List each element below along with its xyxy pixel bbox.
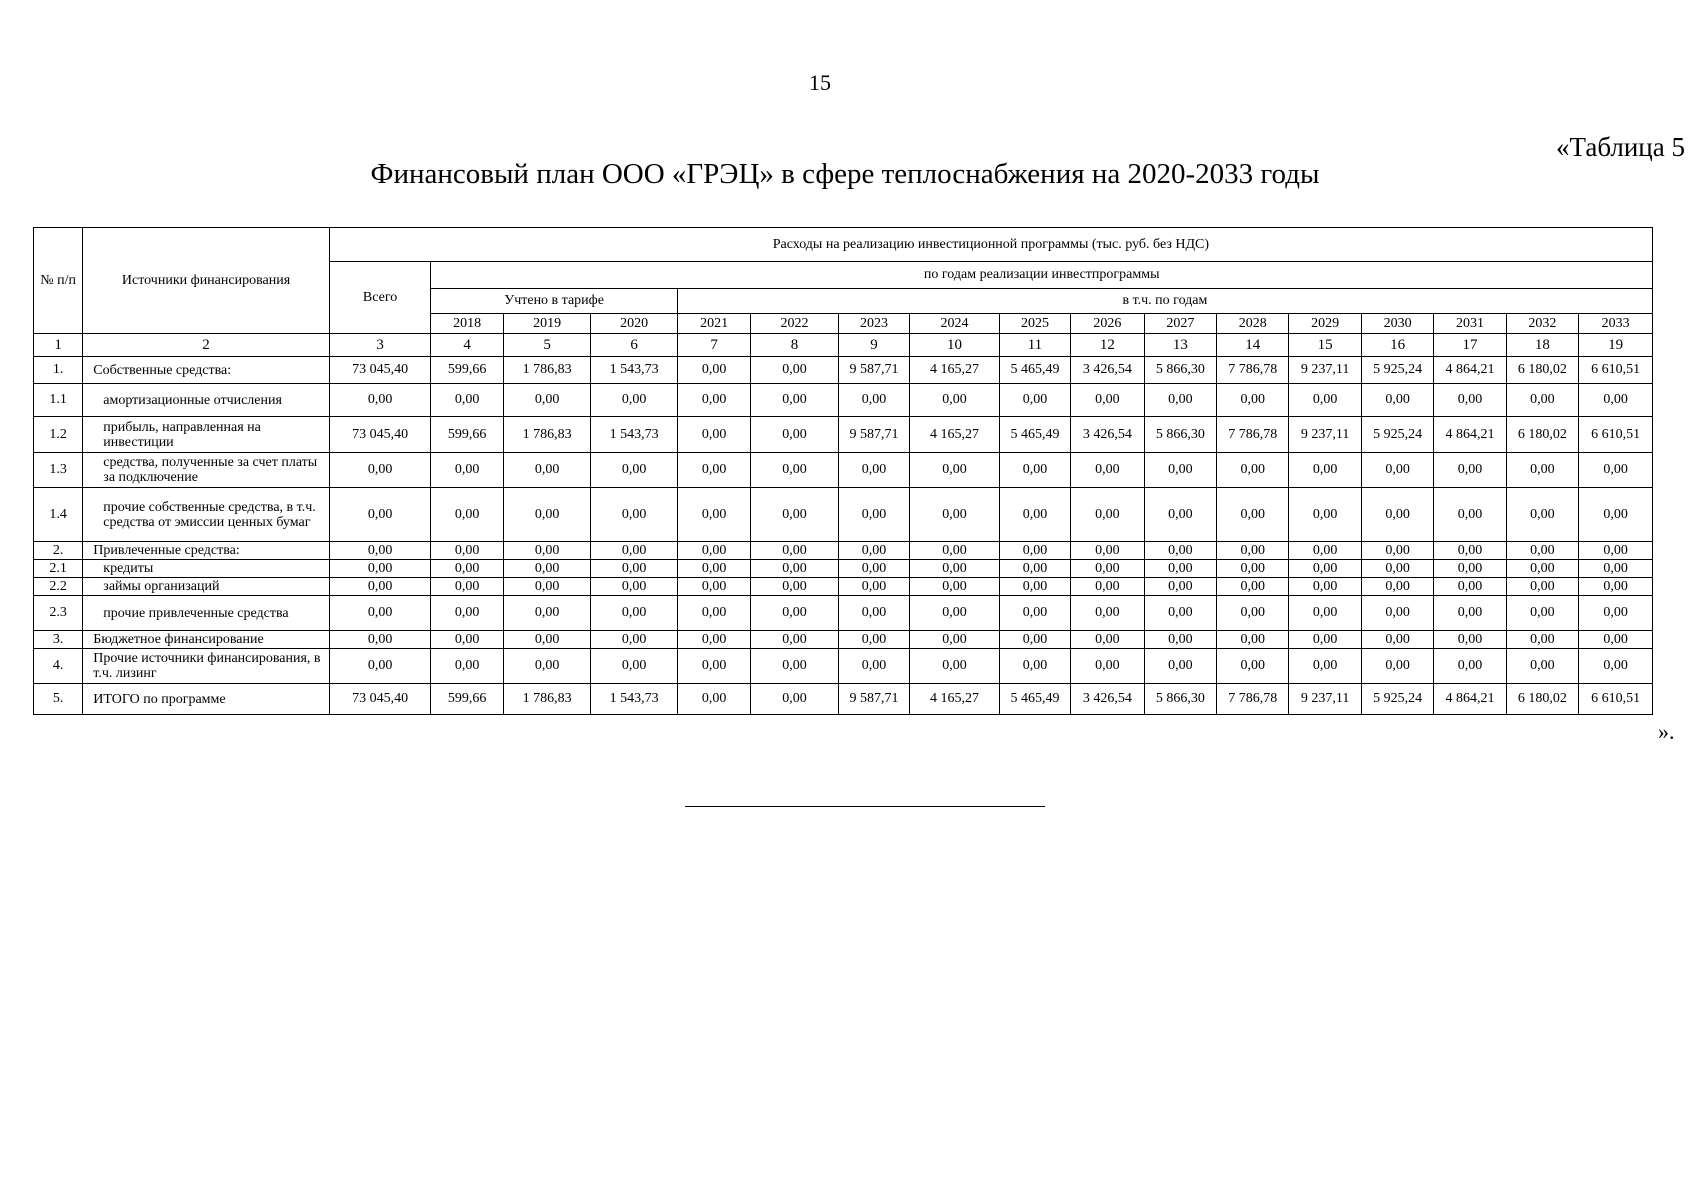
column-number: 1: [34, 334, 83, 357]
row-year-value: 0,00: [1144, 631, 1216, 649]
row-year-value: 3 426,54: [1071, 684, 1144, 715]
row-year-value: 0,00: [1434, 453, 1506, 488]
row-year-value: 0,00: [1506, 488, 1578, 542]
row-year-value: 0,00: [677, 542, 750, 560]
row-year-value: 0,00: [1144, 488, 1216, 542]
row-year-value: 0,00: [1217, 453, 1289, 488]
row-year-value: 0,00: [591, 542, 678, 560]
row-number: 1.1: [34, 384, 83, 417]
row-year-value: 0,00: [1579, 649, 1653, 684]
row-year-value: 0,00: [431, 578, 503, 596]
row-year-value: 6 180,02: [1506, 684, 1578, 715]
column-number: 7: [677, 334, 750, 357]
row-year-value: 0,00: [910, 596, 1000, 631]
row-year-value: 0,00: [677, 631, 750, 649]
row-year-value: 0,00: [751, 488, 839, 542]
row-year-value: 0,00: [1071, 560, 1144, 578]
row-year-value: 0,00: [999, 453, 1070, 488]
row-year-value: 0,00: [910, 631, 1000, 649]
row-year-value: 0,00: [1289, 453, 1361, 488]
row-year-value: 0,00: [1434, 578, 1506, 596]
row-year-value: 0,00: [1217, 384, 1289, 417]
header-year: 2027: [1144, 314, 1216, 334]
row-number: 1.4: [34, 488, 83, 542]
row-year-value: 0,00: [1434, 631, 1506, 649]
row-year-value: 0,00: [1579, 542, 1653, 560]
row-year-value: 0,00: [1361, 384, 1433, 417]
row-year-value: 0,00: [1579, 488, 1653, 542]
row-year-value: 0,00: [431, 384, 503, 417]
row-year-value: 0,00: [503, 542, 591, 560]
row-year-value: 0,00: [431, 542, 503, 560]
row-year-value: 0,00: [677, 453, 750, 488]
header-in-tariff: Учтено в тарифе: [431, 289, 677, 314]
row-year-value: 0,00: [910, 542, 1000, 560]
column-number: 5: [503, 334, 591, 357]
row-year-value: 0,00: [1289, 542, 1361, 560]
row-year-value: 0,00: [1434, 596, 1506, 631]
row-year-value: 0,00: [1434, 542, 1506, 560]
row-year-value: 0,00: [1434, 649, 1506, 684]
row-year-value: 0,00: [751, 596, 839, 631]
row-year-value: 599,66: [431, 357, 503, 384]
row-year-value: 0,00: [838, 542, 909, 560]
header-year: 2026: [1071, 314, 1144, 334]
header-year: 2022: [751, 314, 839, 334]
column-number: 4: [431, 334, 503, 357]
row-year-value: 5 925,24: [1361, 417, 1433, 453]
row-source-name: кредиты: [83, 560, 329, 578]
column-number: 6: [591, 334, 678, 357]
row-year-value: 0,00: [1579, 631, 1653, 649]
row-source-name: Прочие источники финансирования, в т.ч. лизинг: [83, 649, 329, 684]
row-year-value: 6 180,02: [1506, 357, 1578, 384]
row-year-value: 4 864,21: [1434, 684, 1506, 715]
row-year-value: 9 587,71: [838, 357, 909, 384]
row-year-value: 0,00: [503, 578, 591, 596]
row-total: 0,00: [329, 488, 431, 542]
row-year-value: 0,00: [677, 357, 750, 384]
row-year-value: 0,00: [1361, 488, 1433, 542]
row-year-value: 0,00: [751, 384, 839, 417]
row-year-value: 0,00: [503, 649, 591, 684]
row-year-value: 0,00: [910, 560, 1000, 578]
row-year-value: 0,00: [677, 596, 750, 631]
row-year-value: 0,00: [1071, 596, 1144, 631]
header-num: № п/п: [34, 228, 83, 334]
header-expenses: Расходы на реализацию инвестиционной программы (тыс. руб. без НДС): [329, 228, 1652, 262]
row-total: 0,00: [329, 384, 431, 417]
row-year-value: 0,00: [1144, 453, 1216, 488]
header-source: Источники финансирования: [83, 228, 329, 334]
column-number: 16: [1361, 334, 1433, 357]
row-year-value: 0,00: [1289, 649, 1361, 684]
row-year-value: 0,00: [1361, 560, 1433, 578]
column-number: 15: [1289, 334, 1361, 357]
row-source-name: прочие привлеченные средства: [83, 596, 329, 631]
row-year-value: 0,00: [1071, 488, 1144, 542]
row-year-value: 1 543,73: [591, 417, 678, 453]
row-year-value: 0,00: [1217, 649, 1289, 684]
row-year-value: 0,00: [1434, 560, 1506, 578]
row-source-name: средства, полученные за счет платы за подключение: [83, 453, 329, 488]
row-year-value: 0,00: [431, 631, 503, 649]
row-total: 0,00: [329, 578, 431, 596]
row-year-value: 0,00: [591, 631, 678, 649]
table-row: [34, 560, 1653, 578]
row-year-value: 0,00: [1071, 649, 1144, 684]
row-total: 0,00: [329, 453, 431, 488]
row-year-value: 6 610,51: [1579, 357, 1653, 384]
row-year-value: 0,00: [838, 453, 909, 488]
row-year-value: 0,00: [677, 578, 750, 596]
row-year-value: 0,00: [1579, 384, 1653, 417]
header-year: 2024: [910, 314, 1000, 334]
row-number: 2.2: [34, 578, 83, 596]
row-year-value: 0,00: [1361, 542, 1433, 560]
table-row: [34, 631, 1653, 649]
header-year: 2019: [503, 314, 591, 334]
row-year-value: 0,00: [1289, 384, 1361, 417]
financial-plan-table: [33, 227, 1653, 715]
column-number: 19: [1579, 334, 1653, 357]
row-year-value: 0,00: [1506, 596, 1578, 631]
row-year-value: 1 543,73: [591, 684, 678, 715]
row-year-value: 0,00: [677, 684, 750, 715]
row-year-value: 0,00: [838, 649, 909, 684]
row-year-value: 0,00: [1506, 578, 1578, 596]
column-number: 9: [838, 334, 909, 357]
row-year-value: 0,00: [503, 384, 591, 417]
row-year-value: 0,00: [1289, 560, 1361, 578]
header-year: 2020: [591, 314, 678, 334]
row-year-value: 0,00: [999, 596, 1070, 631]
row-year-value: 0,00: [677, 560, 750, 578]
row-year-value: 0,00: [751, 578, 839, 596]
row-year-value: 6 610,51: [1579, 417, 1653, 453]
row-year-value: 9 237,11: [1289, 684, 1361, 715]
row-total: 0,00: [329, 631, 431, 649]
row-year-value: 0,00: [503, 488, 591, 542]
row-year-value: 0,00: [838, 384, 909, 417]
row-year-value: 4 864,21: [1434, 357, 1506, 384]
row-year-value: 5 866,30: [1144, 417, 1216, 453]
row-year-value: 0,00: [1071, 453, 1144, 488]
row-year-value: 3 426,54: [1071, 417, 1144, 453]
row-year-value: 3 426,54: [1071, 357, 1144, 384]
row-year-value: 1 786,83: [503, 357, 591, 384]
row-year-value: 9 587,71: [838, 684, 909, 715]
row-year-value: 0,00: [1071, 542, 1144, 560]
column-number: 3: [329, 334, 431, 357]
row-year-value: 0,00: [431, 596, 503, 631]
table-row: [34, 684, 1653, 715]
row-year-value: 0,00: [1361, 649, 1433, 684]
row-year-value: 0,00: [999, 649, 1070, 684]
row-year-value: 0,00: [1289, 596, 1361, 631]
row-number: 1.3: [34, 453, 83, 488]
row-year-value: 0,00: [751, 560, 839, 578]
row-year-value: 0,00: [1217, 596, 1289, 631]
header-year: 2025: [999, 314, 1070, 334]
row-year-value: 0,00: [751, 453, 839, 488]
row-year-value: 0,00: [1506, 542, 1578, 560]
row-year-value: 0,00: [1144, 578, 1216, 596]
row-source-name: прочие собственные средства, в т.ч. средства от эмиссии ценных бумаг: [83, 488, 329, 542]
row-year-value: 0,00: [1217, 488, 1289, 542]
row-year-value: 0,00: [1579, 560, 1653, 578]
row-year-value: 0,00: [591, 453, 678, 488]
row-year-value: 0,00: [503, 453, 591, 488]
header-year: 2032: [1506, 314, 1578, 334]
header-year: 2023: [838, 314, 909, 334]
row-year-value: 0,00: [591, 578, 678, 596]
row-year-value: 9 237,11: [1289, 357, 1361, 384]
row-year-value: 0,00: [1506, 384, 1578, 417]
row-year-value: 5 465,49: [999, 357, 1070, 384]
row-year-value: 7 786,78: [1217, 684, 1289, 715]
row-year-value: 0,00: [591, 649, 678, 684]
row-year-value: 9 237,11: [1289, 417, 1361, 453]
row-year-value: 599,66: [431, 417, 503, 453]
row-year-value: 0,00: [1217, 560, 1289, 578]
row-source-name: займы организаций: [83, 578, 329, 596]
row-year-value: 5 866,30: [1144, 357, 1216, 384]
row-year-value: 0,00: [1217, 542, 1289, 560]
row-year-value: 0,00: [431, 488, 503, 542]
column-number: 17: [1434, 334, 1506, 357]
row-year-value: 0,00: [1361, 631, 1433, 649]
row-source-name: Бюджетное финансирование: [83, 631, 329, 649]
row-year-value: 4 864,21: [1434, 417, 1506, 453]
row-year-value: 0,00: [591, 560, 678, 578]
table-row: [34, 453, 1653, 488]
row-year-value: 7 786,78: [1217, 417, 1289, 453]
header-year: 2031: [1434, 314, 1506, 334]
header-year: 2021: [677, 314, 750, 334]
row-year-value: 0,00: [838, 631, 909, 649]
header-year: 2030: [1361, 314, 1433, 334]
table-row: [34, 578, 1653, 596]
row-year-value: 0,00: [677, 384, 750, 417]
row-year-value: 0,00: [751, 649, 839, 684]
row-year-value: 0,00: [1506, 560, 1578, 578]
row-year-value: 0,00: [1506, 453, 1578, 488]
row-year-value: 0,00: [1579, 453, 1653, 488]
header-by-years: по годам реализации инвестпрограммы: [431, 262, 1653, 289]
row-source-name: амортизационные отчисления: [83, 384, 329, 417]
row-year-value: 5 465,49: [999, 417, 1070, 453]
row-year-value: 0,00: [1144, 649, 1216, 684]
row-source-name: Привлеченные средства:: [83, 542, 329, 560]
row-number: 2.3: [34, 596, 83, 631]
row-total: 0,00: [329, 560, 431, 578]
row-year-value: 0,00: [999, 560, 1070, 578]
row-source-name: ИТОГО по программе: [83, 684, 329, 715]
row-number: 2.1: [34, 560, 83, 578]
row-total: 73 045,40: [329, 417, 431, 453]
row-year-value: 0,00: [503, 560, 591, 578]
column-number: 14: [1217, 334, 1289, 357]
row-year-value: 0,00: [999, 631, 1070, 649]
row-year-value: 6 610,51: [1579, 684, 1653, 715]
column-number: 2: [83, 334, 329, 357]
column-number: 10: [910, 334, 1000, 357]
row-year-value: 1 786,83: [503, 417, 591, 453]
row-year-value: 0,00: [910, 578, 1000, 596]
header-total: Всего: [329, 262, 431, 334]
row-year-value: 5 925,24: [1361, 357, 1433, 384]
row-year-value: 0,00: [838, 560, 909, 578]
row-year-value: 0,00: [1361, 453, 1433, 488]
row-year-value: 0,00: [1361, 578, 1433, 596]
row-total: 73 045,40: [329, 357, 431, 384]
row-year-value: 1 786,83: [503, 684, 591, 715]
table-row: [34, 384, 1653, 417]
row-number: 2.: [34, 542, 83, 560]
row-number: 1.2: [34, 417, 83, 453]
row-year-value: 5 465,49: [999, 684, 1070, 715]
row-year-value: 599,66: [431, 684, 503, 715]
row-year-value: 0,00: [591, 384, 678, 417]
row-year-value: 0,00: [751, 684, 839, 715]
table-row: [34, 417, 1653, 453]
row-year-value: 0,00: [910, 384, 1000, 417]
document-title: Финансовый план ООО «ГРЭЦ» в сфере теплоснабжения на 2020-2033 годы: [370, 158, 1320, 190]
row-year-value: 5 866,30: [1144, 684, 1216, 715]
row-year-value: 0,00: [1361, 596, 1433, 631]
row-year-value: 5 925,24: [1361, 684, 1433, 715]
row-total: 0,00: [329, 649, 431, 684]
header-year: 2018: [431, 314, 503, 334]
header-year: 2028: [1217, 314, 1289, 334]
row-total: 0,00: [329, 542, 431, 560]
header-year: 2033: [1579, 314, 1653, 334]
row-source-name: прибыль, направленная на инвестиции: [83, 417, 329, 453]
row-year-value: 0,00: [838, 578, 909, 596]
row-year-value: 0,00: [1434, 488, 1506, 542]
row-year-value: 0,00: [677, 417, 750, 453]
row-year-value: 0,00: [431, 560, 503, 578]
row-year-value: 0,00: [591, 488, 678, 542]
row-year-value: 0,00: [999, 542, 1070, 560]
row-year-value: 0,00: [1289, 578, 1361, 596]
row-year-value: 0,00: [677, 649, 750, 684]
row-year-value: 0,00: [838, 488, 909, 542]
row-year-value: 0,00: [751, 542, 839, 560]
row-year-value: 0,00: [999, 488, 1070, 542]
row-year-value: 0,00: [999, 384, 1070, 417]
row-year-value: 0,00: [503, 631, 591, 649]
row-number: 3.: [34, 631, 83, 649]
row-year-value: 0,00: [1217, 578, 1289, 596]
header-incl-by-years: в т.ч. по годам: [677, 289, 1652, 314]
row-year-value: 0,00: [1144, 596, 1216, 631]
page-number: 15: [809, 70, 831, 95]
column-number: 13: [1144, 334, 1216, 357]
column-number: 8: [751, 334, 839, 357]
row-year-value: 0,00: [1434, 384, 1506, 417]
row-total: 73 045,40: [329, 684, 431, 715]
table-row: [34, 596, 1653, 631]
row-year-value: 4 165,27: [910, 417, 1000, 453]
table-row: [34, 488, 1653, 542]
footer-rule: [685, 806, 1045, 807]
row-year-value: 0,00: [910, 488, 1000, 542]
row-number: 5.: [34, 684, 83, 715]
closing-quote: ».: [1658, 719, 1675, 744]
row-year-value: 0,00: [1506, 649, 1578, 684]
row-year-value: 0,00: [431, 453, 503, 488]
column-number: 11: [999, 334, 1070, 357]
header-year: 2029: [1289, 314, 1361, 334]
row-year-value: 0,00: [910, 453, 1000, 488]
row-year-value: 6 180,02: [1506, 417, 1578, 453]
column-number: 18: [1506, 334, 1578, 357]
row-source-name: Собственные средства:: [83, 357, 329, 384]
row-year-value: 0,00: [910, 649, 1000, 684]
row-year-value: 0,00: [751, 631, 839, 649]
row-number: 1.: [34, 357, 83, 384]
row-year-value: 1 543,73: [591, 357, 678, 384]
table-reference: «Таблица 5: [1556, 132, 1685, 162]
row-year-value: 0,00: [1144, 384, 1216, 417]
row-year-value: 4 165,27: [910, 357, 1000, 384]
row-year-value: 0,00: [1579, 596, 1653, 631]
row-year-value: 0,00: [838, 596, 909, 631]
row-year-value: 0,00: [431, 649, 503, 684]
row-year-value: 9 587,71: [838, 417, 909, 453]
row-year-value: 0,00: [1579, 578, 1653, 596]
row-year-value: 0,00: [1144, 560, 1216, 578]
table-row: [34, 357, 1653, 384]
row-year-value: 0,00: [1144, 542, 1216, 560]
column-number: 12: [1071, 334, 1144, 357]
row-year-value: 0,00: [1289, 631, 1361, 649]
row-year-value: 0,00: [591, 596, 678, 631]
row-year-value: 4 165,27: [910, 684, 1000, 715]
table-row: [34, 542, 1653, 560]
row-number: 4.: [34, 649, 83, 684]
row-year-value: 0,00: [1071, 578, 1144, 596]
row-year-value: 0,00: [503, 596, 591, 631]
row-year-value: 0,00: [751, 417, 839, 453]
row-year-value: 0,00: [1071, 384, 1144, 417]
row-year-value: 0,00: [1071, 631, 1144, 649]
row-year-value: 0,00: [751, 357, 839, 384]
row-total: 0,00: [329, 596, 431, 631]
table-row: [34, 649, 1653, 684]
row-year-value: 0,00: [999, 578, 1070, 596]
row-year-value: 0,00: [1289, 488, 1361, 542]
row-year-value: 0,00: [1217, 631, 1289, 649]
row-year-value: 0,00: [1506, 631, 1578, 649]
row-year-value: 0,00: [677, 488, 750, 542]
row-year-value: 7 786,78: [1217, 357, 1289, 384]
